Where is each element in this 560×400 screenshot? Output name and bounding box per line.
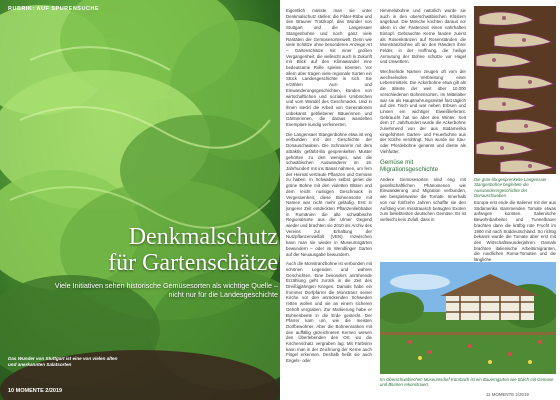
subheading-line-2: Migrationsgeschichte [380, 165, 439, 173]
bean-photo-caption: Die grün-lila gesprenkelte Langensaer Stangenbohne begleitete die Auswanderergeschichte der Donauschwaben. [474, 177, 547, 198]
folio-right: 11 MOMENTE 2/2019 [486, 392, 529, 397]
beans-illustration [474, 6, 556, 174]
section-tag: RUBRIK: AUF SPURENSUCHE [8, 6, 100, 12]
page-title [10, 224, 278, 276]
page-subtitle: Viele Initiativen sehen historische Gemüsesorten als wichtige Quelle – nicht nur für die Landesgeschichte [54, 281, 278, 299]
text-column-1 [286, 8, 372, 388]
paragraph: Himmelsbohne und natürlich wurde sie auch in den oberschwäbischen Klöstern angebaut. Die Mönche kochten daraus vor allem in der Fastenzeit einen nahrhaften Eintopf. Gebrauchte Kerne fanden zuerst als Rosenkränzen auf Rosenständen die Monstranzbohne oft an den Rändern ihrer Felder, in der Hoffnung, die heilige Anmutung der Bohne schütze vor Hagel und Unwettern. [380, 8, 466, 65]
farmhouse-photo-caption: Im Oberschwäbischen Museumsdorf Kürnbach ist ein Bauerngarten wie üblich mit Gemüse und Blumen rekonstruiert. [380, 377, 554, 388]
subheading-line-1: Gemüse mit [380, 158, 414, 166]
folio-left: 10 MOMENTE 2/2019 [8, 388, 63, 394]
bean-photo [474, 6, 556, 174]
subheading [380, 159, 466, 173]
farmhouse-garden-photo [380, 262, 556, 374]
title-line-1: Denkmalschutz [128, 224, 278, 250]
farmhouse-illustration [380, 262, 556, 374]
paragraph: Auch die Monstranzbohne ist verbunden mit schönen Legenden und wahren Geschichten. Eine besonders anrührende Erzählung geht zurück in die Zeit des Dreißigjährigen Krieges. Damals habe ein frommer Dorfpfarrer die Monstranz seiner Kirche vor den anrückenden Schweden retten wollen und sie an einem sicheren Gehöft vergraben. Zur Markierung habe er Bohnenbeete in die Erde gesteckt. Der Pfarrer kam um, wie die meisten Dorfbewohner. Aber die Bohnenranken mit den auffällig gezeichneten Kernen wiesen den Überlebenden den Ort, wo die Kirchenschatz vergraben lag. Mit Farbsinn kann man in der Zeichnung der Kerne auch Flügel erkennen. Deshalb heißt sie auch Engels- oder [286, 261, 372, 364]
paragraph: Eigentlich müsste man sie unter Denkmalschutz stellen: die Filder-Rübe und den Brauner Trotzkopf, das Wunder von Stuttgart und die Langensaer Stangenbohne und noch ganz viele Raritäten der Gemüsesortenwelt. Denn wie viele Schätze ohne besonderen Anzeige Art – Gartenschätze mit einer großen Vergangenheit, die vielleicht auch in Zukunft mit Blick auf den Klimawandel eine bedeutsame Rolle spielen könnten. Vor allem aber tragen viele regionale Sorten ein Stück Landesgeschichte in sich. Sie erzählen Aus- und Einwanderungsgeschichten, künden von wirtschaftlichen und sozialen Umbrüchen und vom Wandel des Geschmacks. Und in ihnen steckt die Arbeit von Generationen unbekannt gebliebener Bäuerinnen und Gärtnerinnen, die daraus wandelten Exemplare kundig verfeinerten. [286, 8, 372, 128]
paragraph: Wechselnde Namen zeugen oft vom der wechselvollen Verbreitung einer Lebensmittels. Die Ackerbohne etwa gilt als die älteste der weit über 10.000 verschiedenen Bohnensorten. Im Mittelalter war sie als Hauptnahrungsmittel fast täglich auf den Tisch und war neben Erbsen und Linsen ein wichtiger Eiweißlieferant. Gebraucht hat sie aber den Winter. Seit dem 17. Jahrhundert wurde die Ackerbohne zunehmend von der aus Südamerika eingeführten Garten- und Feuerbohne aus der Küche verdrängt. Nun wurde sie Sau- oder Pferdebohne genannt und diente als Viehfutter. [380, 69, 466, 154]
text-column-3 [474, 200, 556, 270]
paragraph: Andere Gemüsesorten sind eng mit gesellschaftlichen Phänomenen wie Einwanderung und Migration verbunden, wie beispielsweise die Tomate. Innerhalb von nur fünfzehn Jahren schaffte sie den Aufstieg vom misstrauisch beäugten Exoten zum beliebtesten deutschen Gemüse. Es ist vielleicht kein Zufall, dass in [380, 176, 466, 222]
title-line-2: für Gartenschätze [108, 250, 278, 276]
hero-caption: Das Wunder von Stuttgart ist eine von vielen alten und anerkannten Salatsorten [8, 356, 118, 367]
paragraph: Die Langensaer Stangenbohne etwa ist eng verbunden mit der Geschichte der Donauschwaben. Die Schmarerin mit dem attraktiv gefärbt-lila gesprenkelten Muster gehörten zu den wenigen, was die schwäbischen Auswanderer im 18. Jahrhundert mit ins Banat nahmen, um fern der Heimat vertraute Pflanzen und Gemüse zu haben. In Schwaben selbst geriet die grüne Bohne mit den violetten Blüten und dem leicht nussigen Geschmack in Vergessenheit, diese Bohnensorte mit Namen war nicht mehr geläufig. Erst in jüngerer Zeit entdeckten Pflanzenliebhaber in Rumänien die alte schwäbische Regionalsorte aus der Ulmer Gegend wieder und brachten sie 2010 ins Archiv des Vereins zur Erhaltung der Nutzpflanzenvielfalt (VEN). Inzwischen kann man sie wieder in Museumsgärten bewundern – oder im Wendlinger Garten auf der Neuausgabe bewundern. [286, 131, 372, 257]
paragraph: Europa erst ende die Italiener mit der aus Südamerika stammenden Tomate etwas anfangen konnten. Italienische Bewohnbarbeiter und Tunnelbauer brachten dann die kräftig rote Frucht im 1900 mit nach Süddeutschland. So richtig bekannt wurde die Tomate aber erst mit den Wirtschaftswunderjahren. Damals brachten italienische Arbeitsmigranten, die rundlichen Roma-Tomaten und die längliche [474, 200, 556, 263]
